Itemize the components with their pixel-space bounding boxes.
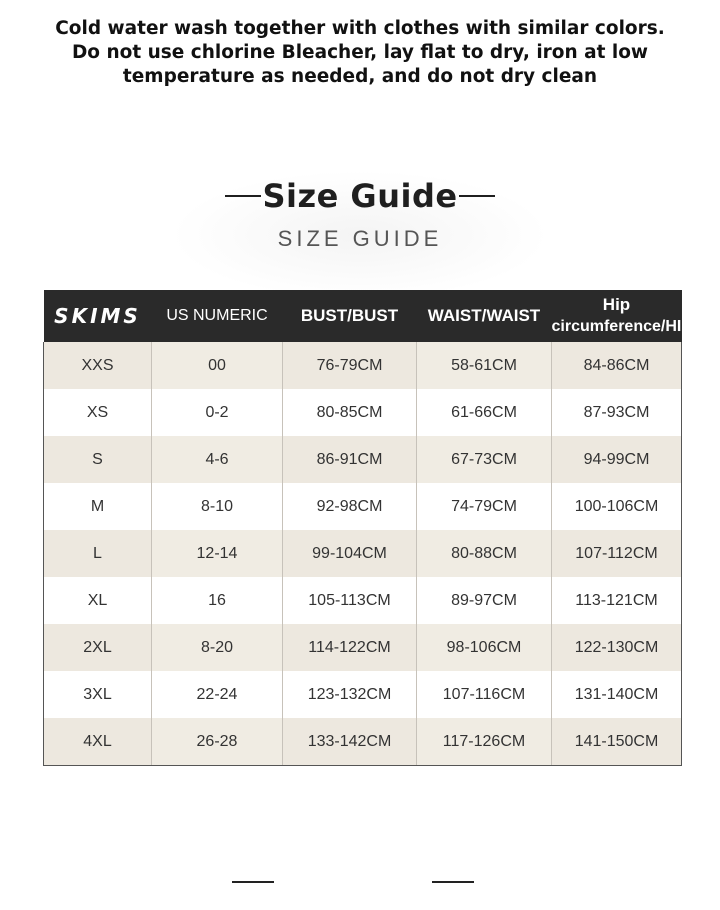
hip-cell: 107-112CM xyxy=(552,530,682,577)
header-waist: WAIST/WAIST xyxy=(417,290,552,342)
table-row xyxy=(44,530,682,577)
bust-cell: 105-113CM xyxy=(283,577,417,624)
size-cell: L xyxy=(44,530,152,577)
hip-cell: 113-121CM xyxy=(552,577,682,624)
waist-cell: 61-66CM xyxy=(417,389,552,436)
care-line-3: temperature as needed, and do not dry clean xyxy=(122,66,598,87)
size-cell: 2XL xyxy=(44,624,152,671)
table-header-row xyxy=(44,290,682,342)
waist-cell: 89-97CM xyxy=(417,577,552,624)
size-cell: M xyxy=(44,483,152,530)
us-numeric-cell: 26-28 xyxy=(152,718,283,766)
hip-cell: 84-86CM xyxy=(552,342,682,389)
hip-cell: 87-93CM xyxy=(552,389,682,436)
table-row xyxy=(44,389,682,436)
waist-cell: 74-79CM xyxy=(417,483,552,530)
table-row xyxy=(44,483,682,530)
us-numeric-cell: 12-14 xyxy=(152,530,283,577)
bust-cell: 133-142CM xyxy=(283,718,417,766)
hip-cell: 122-130CM xyxy=(552,624,682,671)
table-row xyxy=(44,624,682,671)
size-table xyxy=(43,290,703,766)
waist-cell: 107-116CM xyxy=(417,671,552,718)
table-row xyxy=(44,436,682,483)
bust-cell: 80-85CM xyxy=(283,389,417,436)
us-numeric-cell: 16 xyxy=(152,577,283,624)
hip-cell: 94-99CM xyxy=(552,436,682,483)
care-line-1: Cold water wash together with clothes with similar colors. xyxy=(55,18,665,39)
bottom-rule-left xyxy=(232,881,274,883)
care-line-2: Do not use chlorine Bleacher, lay flat to dry, iron at low xyxy=(71,42,649,63)
brand-logo: SKIMS xyxy=(44,290,152,342)
us-numeric-cell: 8-20 xyxy=(152,624,283,671)
hip-cell: 131-140CM xyxy=(552,671,682,718)
hip-cell: 141-150CM xyxy=(552,718,682,766)
header-hip-line2: circumference/HIPS xyxy=(551,318,703,335)
bust-cell: 76-79CM xyxy=(283,342,417,389)
table-row xyxy=(44,671,682,718)
us-numeric-cell: 8-10 xyxy=(152,483,283,530)
size-cell: 4XL xyxy=(44,718,152,766)
title-rule-left xyxy=(225,195,261,197)
bust-cell: 123-132CM xyxy=(283,671,417,718)
bust-cell: 114-122CM xyxy=(283,624,417,671)
waist-cell: 98-106CM xyxy=(417,624,552,671)
bust-cell: 92-98CM xyxy=(283,483,417,530)
us-numeric-cell: 4-6 xyxy=(152,436,283,483)
bust-cell: 86-91CM xyxy=(283,436,417,483)
bottom-rule-right xyxy=(432,881,474,883)
waist-cell: 58-61CM xyxy=(417,342,552,389)
hip-cell: 100-106CM xyxy=(552,483,682,530)
size-cell: S xyxy=(44,436,152,483)
waist-cell: 67-73CM xyxy=(417,436,552,483)
size-cell: XS xyxy=(44,389,152,436)
table-row xyxy=(44,577,682,624)
header-hip xyxy=(551,290,703,342)
table-row xyxy=(44,342,682,389)
header-bust: BUST/BUST xyxy=(283,290,417,342)
us-numeric-cell: 22-24 xyxy=(152,671,283,718)
waist-cell: 117-126CM xyxy=(417,718,552,766)
header-hip-line1: Hip xyxy=(602,295,631,314)
care-instructions xyxy=(0,17,720,89)
size-cell: XXS xyxy=(44,342,152,389)
size-cell: 3XL xyxy=(44,671,152,718)
header-us-numeric: US NUMERIC xyxy=(152,290,283,342)
table-row xyxy=(44,718,682,766)
title-block xyxy=(0,176,720,216)
us-numeric-cell: 00 xyxy=(152,342,283,389)
us-numeric-cell: 0-2 xyxy=(152,389,283,436)
page-subtitle: SIZE GUIDE xyxy=(277,226,443,251)
size-cell: XL xyxy=(44,577,152,624)
waist-cell: 80-88CM xyxy=(417,530,552,577)
bust-cell: 99-104CM xyxy=(283,530,417,577)
page-title: Size Guide xyxy=(262,177,458,215)
title-rule-right xyxy=(459,195,495,197)
